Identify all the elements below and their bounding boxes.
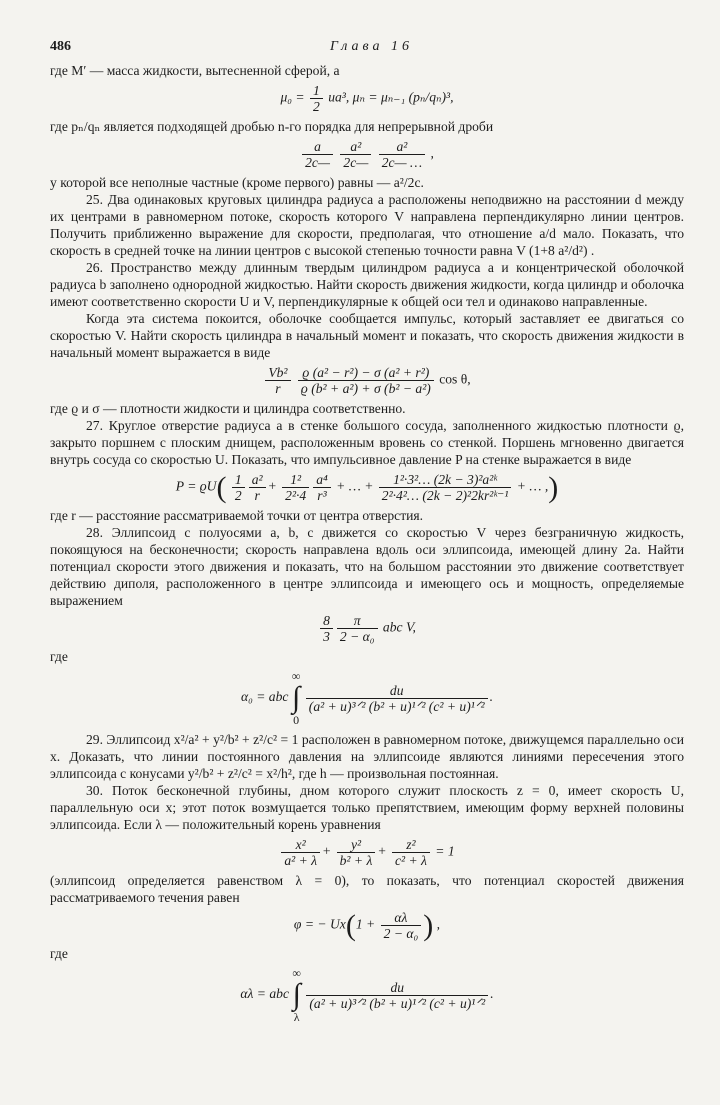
- problem-30: 30. Поток бесконечной глубины, дном которого служит плоскость z = 0, имеет скорость U, параллельную оси x; этот поток возмущается только препятствием, имеющим форму верхней половины эллипсоида. Если λ — положительный корень уравнения: [50, 783, 684, 832]
- formula-lambda-root: $\frac{\text{x²}}{\text{a² + λ}}$ + $\frac{\text{y²}}{\text{b² + λ}}$ + $\frac{\text{z²}}{\text{c² + λ}}$ = 1: [50, 837, 684, 868]
- problem-26: 26. Пространство между длинным твердым цилиндром радиуса a и концентрической оболочкой радиуса b заполнено однородной жидкостью. Найти скорость движения жидкости, когда цилиндр и оболочка имеют соответственно скорости U и V, перпендикулярные к общей оси тел и одинаково направленные.: [50, 260, 684, 309]
- paragraph: где r — расстояние рассматриваемой точки от центра отверстия.: [50, 508, 424, 523]
- formula-dipole: $\frac{8}{3}$ $\frac{\pi}{\text{2 − α₀}}$ abc V,: [50, 613, 684, 644]
- formula-velocity: $\frac{\text{Vb²}}{r}$ $\frac{\text{ϱ (a² − r²) − σ (a² + r²)}}{\text{ϱ (b² + a²) + σ (b² − a²)}}$ cos θ,: [50, 365, 684, 396]
- formula-continued-fraction: $\frac{a}{2c—}$ $\frac{\text{a²}}{2c—}$ $\frac{\text{a²}}{2c— \dots}$ ,: [50, 139, 684, 170]
- formula-phi: φ = − Ux(1 + $\frac{\alpha\lambda}{\text{2 − α₀}}$ ) ,: [293, 909, 441, 942]
- formula-mu: μ₀ = $\frac{1}{2}$ ua³, μₙ = μₙ₋₁ (pₙ/qₙ)³,: [280, 83, 454, 114]
- paragraph: (эллипсоид определяется равенством λ = 0), то показать, что потенциал скоростей движения рассматриваемого течения равен: [50, 873, 684, 905]
- paragraph: где: [50, 649, 68, 664]
- formula-pressure: P = ϱU( $\frac{1}{2}$ $\frac{\text{a²}}{r}$ + $\frac{\text{1²}}{\text{2²·4}}$ $\frac{\text{a⁴}}{\text{r³}}$ + … + $\frac{\text{1²·3²… (2k − 3)²a²ᵏ}}{\text{2²·4²… (2k − 2)²2kr²ᵏ⁻¹}}$ + … ,): [175, 471, 559, 504]
- paragraph: где M′ — масса жидкости, вытесненной сферой, а: [50, 63, 340, 78]
- problem-28: 28. Эллипсоид с полуосями a, b, c движется со скоростью V через безграничную жидкость, покоящуюся на бесконечности; скорость направлена вдоль оси эллипсоида, имеющей длину 2a. Найти потенциал скорости этого движения и показать, что на большом расстоянии это движение соответствует действию диполя, расположенного в центре эллипсоида и имеющего ось и мощность, определяемые выражением: [50, 525, 684, 608]
- formula-alpha-lambda: αλ = abc ∞ ∫ λ $\frac{du}{\text{(a² + u)³ᐟ² (b² + u)¹ᐟ² (c² + u)¹ᐟ²}}$ .: [240, 966, 494, 1024]
- paragraph: где: [50, 946, 68, 961]
- formula-alpha0: α₀ = abc ∞ ∫ 0 $\frac{du}{\text{(a² + u)³ᐟ² (b² + u)¹ᐟ² (c² + u)¹ᐟ²}}$ .: [240, 669, 494, 727]
- chapter-title: Глава 16: [330, 39, 413, 54]
- paragraph: Когда эта система покоится, оболочке сообщается импульс, который заставляет ее двигаться со скоростью V. Найти скорость цилиндра в начальный момент и показать, что скорость движения жидкости в начальный момент выражается в виде: [50, 311, 684, 360]
- problem-29: 29. Эллипсоид x²/a² + y²/b² + z²/c² = 1 расположен в равномерном потоке, движущемся параллельно оси x. Доказать, что линии постоянного давления на эллипсоиде являются линиями пересечения этого эллипсоида с конусами y²/b² + z²/c² = x²/h², где h — произвольная постоянная.: [50, 732, 684, 781]
- problem-27: 27. Круглое отверстие радиуса a в стенке большого сосуда, заполненного жидкостью плотности ϱ, закрыто поршнем с плоским днищем, расположенным вровень со стенкой. Поршень мгновенно двигается внутрь сосуда со скоростью U. Показать, что импульсивное давление P на стенке выражается в виде: [50, 418, 684, 467]
- paragraph: где ϱ и σ — плотности жидкости и цилиндра соответственно.: [50, 401, 406, 416]
- paragraph: где pₙ/qₙ является подходящей дробью n-го порядка для непрерывной дроби: [50, 119, 494, 134]
- page-number: 486: [50, 39, 71, 54]
- problem-25: 25. Два одинаковых круговых цилиндра радиуса a расположены неподвижно на расстоянии d между их центрами в равномерном потоке, скорость которого V направлена перпендикулярно линии центров. Получить приближенно выражение для скорости, предполагая, что отношение a/d мало. Показать, что скорость в средней точке на линии центров с высокой степенью точности равна V (1+8 a²/d²) .: [50, 192, 684, 258]
- paragraph: у которой все неполные частные (кроме первого) равны — a²/2c.: [50, 175, 424, 190]
- page-header: [50, 38, 684, 62]
